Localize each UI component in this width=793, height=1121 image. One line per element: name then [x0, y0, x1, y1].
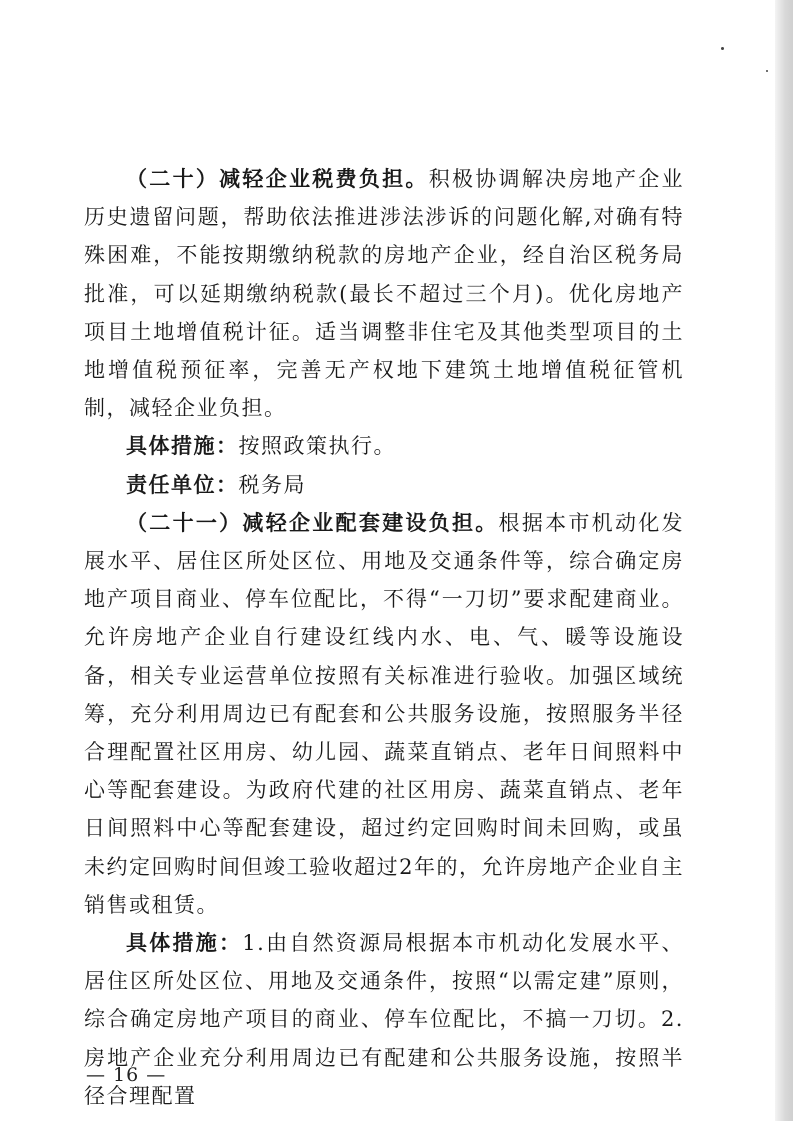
scan-speck — [766, 70, 768, 72]
section-21-measures — [84, 924, 684, 1115]
section-20-responsible — [84, 466, 684, 504]
page-number: — 16 — — [86, 1064, 167, 1086]
scan-edge-shadow — [775, 0, 793, 1121]
document-body — [84, 160, 684, 1115]
section-20-heading: （二十）减轻企业税费负担。 — [126, 167, 429, 191]
section-20-text: 积极协调解决房地产企业历史遗留问题，帮助依法推进涉法涉诉的问题化解,对确有特殊困难，不能按期缴纳税款的房地产企业，经自治区税务局批准，可以延期缴纳税款(最长不超过三个月)。优化房地产项目土地增值税计征。适当调整非住宅及其他类型项目的土地增值税预征率，完善无产权地下建筑土地增值税征管机制，减轻企业负担。 — [84, 167, 685, 421]
measures-label: 具体措施： — [126, 931, 243, 956]
section-21-paragraph — [84, 504, 684, 924]
scan-speck — [721, 47, 724, 50]
measures-label: 具体措施： — [126, 434, 239, 459]
section-21-heading: （二十一）减轻企业配套建设负担。 — [126, 510, 499, 535]
section-21-text: 根据本市机动化发展水平、居住区所处区位、用地及交通条件等，综合确定房地产项目商业、停车位配比，不得“一刀切”要求配建商业。允许房地产企业自行建设红线内水、电、气、暖等设施设备，相关专业运营单位按照有关标准进行验收。加强区域统筹，充分利用周边已有配套和公共服务设施，按照服务半径合理配置社区用房、幼儿园、蔬菜直销点、老年日间照料中心等配套建设。为政府代建的社区用房、蔬菜直销点、老年日间照料中心等配套建设，超过约定回购时间未回购，或虽未约定回购时间但竣工验收超过2年的，允许房地产企业自主销售或租赁。 — [84, 510, 685, 917]
responsible-label: 责任单位： — [126, 472, 239, 497]
measures-text: 按照政策执行。 — [238, 434, 396, 459]
section-20-paragraph — [84, 160, 684, 427]
measures-text: 1.由自然资源局根据本市机动化发展水平、居住区所处区位、用地及交通条件，按照“以需定建”原则，综合确定房地产项目的商业、停车位配比，不搞一刀切。2.房地产企业充分利用周边已有配建和公共服务设施，按照半径合理配置 — [84, 931, 684, 1108]
responsible-text: 税务局 — [238, 472, 306, 497]
section-20-measures — [84, 427, 684, 465]
